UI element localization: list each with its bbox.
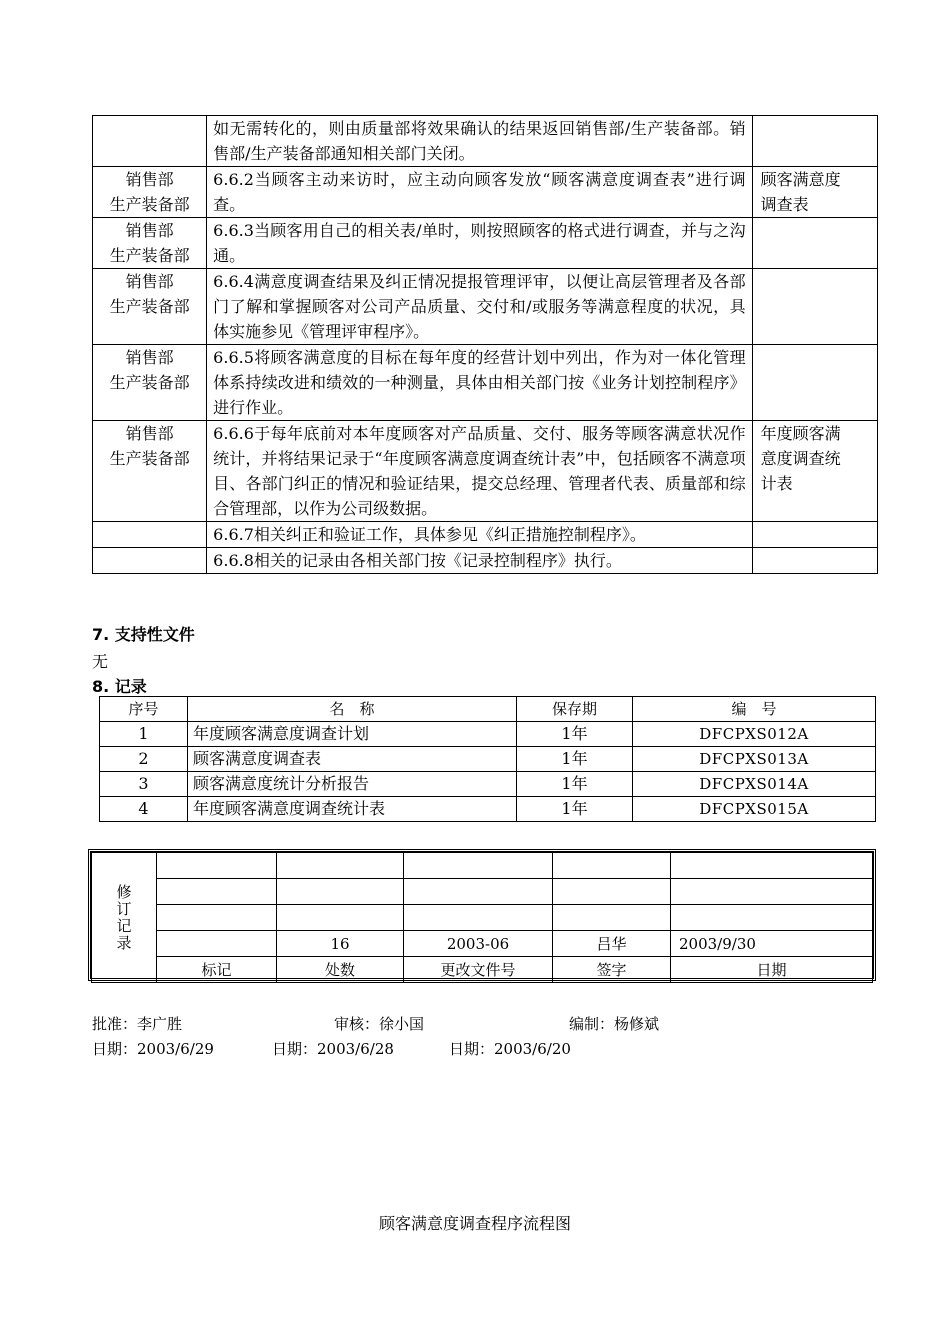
form-cell: 年度顾客满 意度调查统 计表	[752, 421, 877, 522]
revision-header-row: 标记 处数 更改文件号 签字 日期	[92, 957, 873, 983]
compile-date: 日期：2003/6/20	[449, 1040, 571, 1058]
compiler: 编制：杨修斌	[569, 1015, 660, 1033]
revision-label: 修 订 记 录	[92, 853, 157, 983]
form-cell: 顾客满意度 调查表	[752, 167, 877, 218]
table-row	[93, 522, 878, 548]
table-row	[93, 269, 878, 345]
department-cell: 销售部 生产装备部	[93, 421, 207, 522]
table-row: 4 年度顾客满意度调查统计表 1年 DFCPXS015A	[100, 797, 876, 822]
revision-entry-row: 16 2003-06 吕华 2003/9/30	[92, 931, 873, 957]
review-date: 日期：2003/6/28	[272, 1040, 394, 1058]
procedure-text: 6.6.3当顾客用自己的相关表/单时，则按照顾客的格式进行调查，并与之沟通。	[207, 218, 752, 269]
table-row: 1 年度顾客满意度调查计划 1年 DFCPXS012A	[100, 722, 876, 747]
section-7-heading: 7. 支持性文件	[92, 625, 195, 644]
column-header: 名 称	[188, 697, 517, 722]
table-row	[93, 218, 878, 269]
section-8-heading: 8. 记录	[92, 677, 147, 696]
column-header: 序号	[100, 697, 188, 722]
procedure-text: 6.6.5将顾客满意度的目标在每年度的经营计划中列出，作为对一体化管理体系持续改进和绩效的一种测量，具体由相关部门按《业务计划控制程序》进行作业。	[207, 345, 752, 421]
records-table	[99, 696, 876, 822]
procedure-text: 6.6.7相关纠正和验证工作，具体参见《纠正措施控制程序》。	[207, 522, 752, 548]
procedure-table	[92, 115, 878, 574]
table-row	[93, 116, 878, 167]
table-row	[93, 345, 878, 421]
approve-date: 日期：2003/6/29	[92, 1040, 214, 1058]
procedure-text: 6.6.6于每年底前对本年度顾客对产品质量、交付、服务等顾客满意状况作统计，并将结果记录于“年度顾客满意度调查统计表”中，包括顾客不满意项目、各部门纠正的情况和验证结果，提交总经理、管理者代表、质量部和综合管理部，以作为公司级数据。	[207, 421, 752, 522]
department-cell: 销售部 生产装备部	[93, 167, 207, 218]
procedure-text: 6.6.4满意度调查结果及纠正情况提报管理评审，以便让高层管理者及各部门了解和掌握顾客对公司产品质量、交付和/或服务等满意程度的状况，具体实施参见《管理评审程序》。	[207, 269, 752, 345]
flowchart-title: 顾客满意度调查程序流程图	[378, 1214, 571, 1233]
revision-record	[88, 849, 876, 981]
section-7-text: 无	[92, 652, 109, 671]
table-row	[93, 548, 878, 574]
revision-table	[91, 852, 873, 983]
table-row: 3 顾客满意度统计分析报告 1年 DFCPXS014A	[100, 772, 876, 797]
procedure-text: 如无需转化的，则由质量部将效果确认的结果返回销售部/生产装备部。销售部/生产装备部通知相关部门关闭。	[207, 116, 752, 167]
procedure-text: 6.6.2当顾客主动来访时，应主动向顾客发放“顾客满意度调查表”进行调查。	[207, 167, 752, 218]
department-cell: 销售部 生产装备部	[93, 218, 207, 269]
table-row: 2 顾客满意度调查表 1年 DFCPXS013A	[100, 747, 876, 772]
records-header-row	[100, 697, 876, 722]
table-row	[93, 421, 878, 522]
procedure-text: 6.6.8相关的记录由各相关部门按《记录控制程序》执行。	[207, 548, 752, 574]
column-header: 保存期	[517, 697, 633, 722]
approver: 批准：李广胜	[92, 1015, 183, 1033]
reviewer: 审核：徐小国	[334, 1015, 425, 1033]
department-cell: 销售部 生产装备部	[93, 269, 207, 345]
column-header: 编 号	[633, 697, 876, 722]
department-cell: 销售部 生产装备部	[93, 345, 207, 421]
table-row	[93, 167, 878, 218]
